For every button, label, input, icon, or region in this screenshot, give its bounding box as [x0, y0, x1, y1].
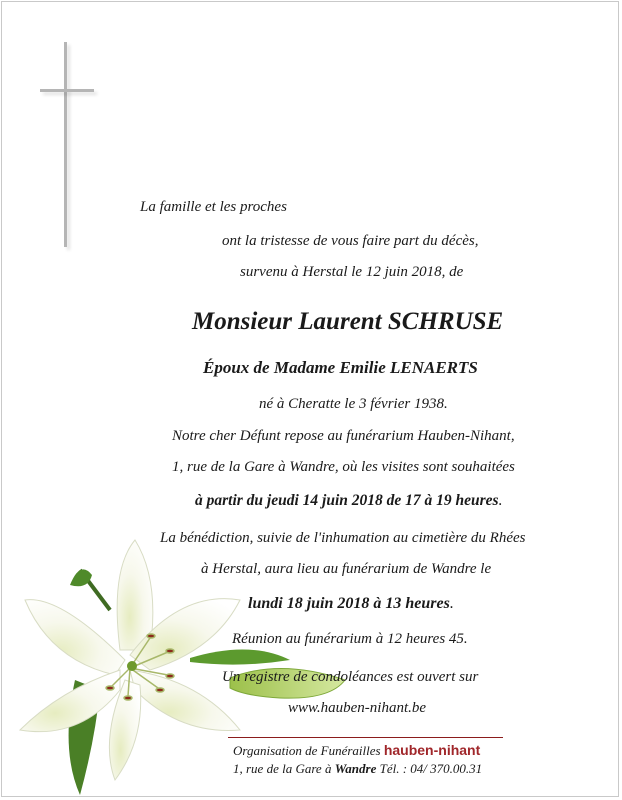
deceased-name: Monsieur Laurent SCHRUSE — [192, 308, 504, 335]
rest-line-2: 1, rue de la Gare à Wandre, où les visites sont souhaitées — [172, 459, 515, 475]
register-line: Un registre de condoléances est ouvert sur — [222, 669, 479, 685]
birth-line: né à Cheratte le 3 février 1938. — [259, 396, 448, 412]
intro-text: La famille et les proches — [140, 199, 287, 215]
announce-line-1: ont la tristesse de vous faire part du décès, — [222, 233, 479, 249]
announce-line-2: survenu à Herstal le 12 juin 2018, de — [240, 264, 464, 280]
funeral-date: lundi 18 juin 2018 à 13 heures. — [248, 595, 454, 612]
footer-address: 1, rue de la Gare à Wandre Tél. : 04/ 370.00.31 — [233, 761, 483, 776]
footer-divider — [228, 737, 503, 738]
visit-hours: à partir du jeudi 14 juin 2018 de 17 à 19 heures. — [195, 492, 503, 509]
reunion-line: Réunion au funérarium à 12 heures 45. — [232, 631, 468, 647]
website-link[interactable]: www.hauben-nihant.be — [288, 700, 427, 716]
brand-logo: hauben-nihant — [383, 742, 481, 758]
blessing-line-2: à Herstal, aura lieu au funérarium de Wandre le — [201, 561, 492, 577]
spouse-line: Époux de Madame Emilie LENAERTS — [203, 358, 478, 377]
blessing-line-1: La bénédiction, suivie de l'inhumation au cimetière du Rhées — [160, 530, 526, 546]
rest-line-1: Notre cher Défunt repose au funérarium Hauben-Nihant, — [172, 428, 515, 444]
footer-organisation: Organisation de Funérailles hauben-nihant — [233, 742, 481, 758]
